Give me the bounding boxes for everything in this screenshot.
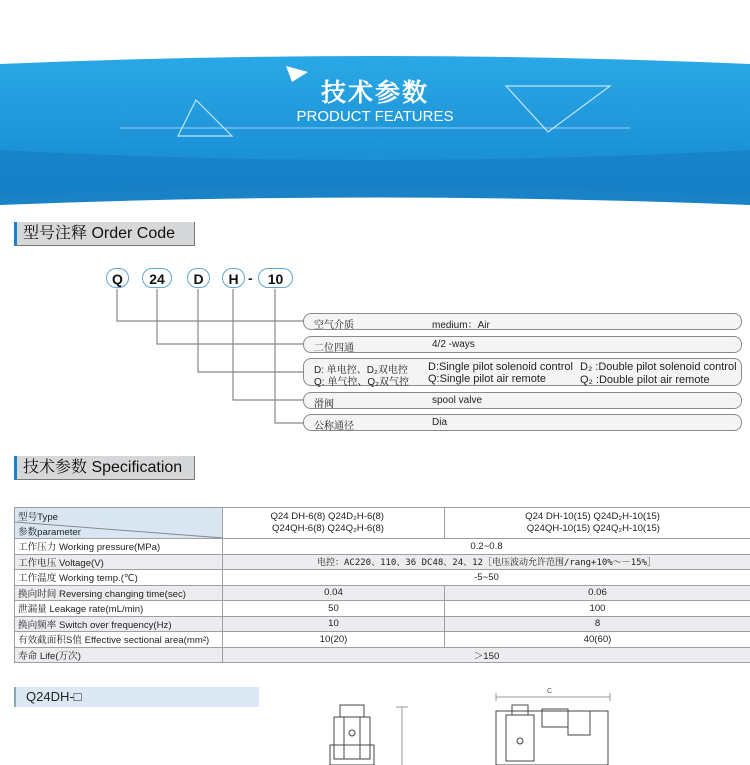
table-row: 有效截面积S值 Effective sectional area(mm²) 10(20) 40(60) (15, 632, 750, 648)
dimension-label: C (547, 688, 553, 695)
order-row-ways: 二位四通 4/2 -ways (303, 336, 742, 353)
model-label: Q24DH-□ (14, 687, 259, 707)
code-h: H (222, 268, 245, 288)
table-row: 换向时间 Reversing changing time(sec) 0.04 0.06 (15, 585, 750, 601)
table-row: 工作温度 Working temp.(℃) -5~50 (15, 570, 750, 586)
table-row: 泄漏量 Leakage rate(mL/min) 50 100 (15, 601, 750, 617)
code-separator: - (248, 270, 253, 286)
model-col-1: Q24 DH-6(8) Q24D₂H-6(8) Q24QH-6(8) Q24Q₂H-6(8) (223, 508, 445, 539)
order-row-control: D: 单电控、D₂双电控 Q: 单气控、Q₂双气控 D:Single pilot solenoid control Q:Single pilot air remote D₂ :Double pilot solenoid control Q₂ :Double pilot air remote (303, 358, 742, 386)
code-24: 24 (142, 268, 172, 288)
table-header-row (15, 508, 750, 539)
valve-drawings (300, 685, 640, 765)
order-code-heading: 型号注释 Order Code (14, 222, 195, 246)
order-row-medium: 空气介质 medium：Air (303, 313, 742, 330)
code-d: D (187, 268, 210, 288)
table-row: 工作压力 Working pressure(MPa) 0.2~0.8 (15, 539, 750, 555)
table-row: 换向频率 Switch over frequency(Hz) 10 8 (15, 616, 750, 632)
banner-title: 技术参数 (320, 78, 429, 107)
code-q: Q (106, 268, 129, 288)
type-param-cell: 型号Type 参数parameter (15, 508, 223, 539)
specification-heading: 技术参数 Specification (14, 456, 195, 480)
table-row: 寿命 Life(万次) ＞150 (15, 647, 750, 663)
table-row: 工作电压 Voltage(V) 电控：AC220、110、36 DC48、24、12［电压波动允许范围/rang+10%～－15%］ (15, 554, 750, 570)
model-col-2: Q24 DH-10(15) Q24D₂H-10(15) Q24QH-10(15) Q24Q₂H-10(15) (445, 508, 750, 539)
code-10: 10 (258, 268, 293, 288)
banner-subtitle: PRODUCT FEATURES (296, 108, 454, 125)
order-row-spool: 滑阀 spool valve (303, 392, 742, 409)
spec-table (14, 507, 750, 663)
order-row-dia: 公称通径 Dia (303, 414, 742, 431)
